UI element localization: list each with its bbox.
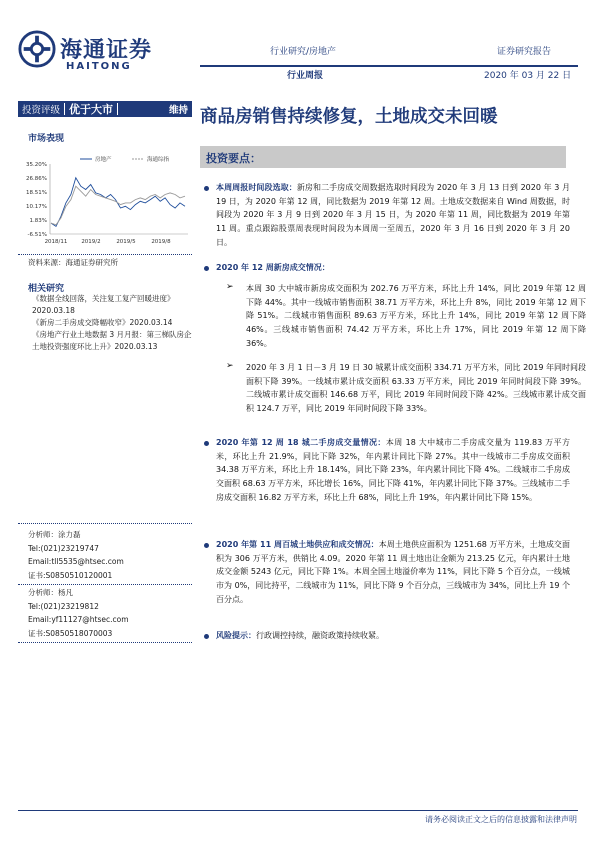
analyst-2: [28, 586, 129, 640]
rating-bar: [18, 101, 192, 117]
y-tick-label: 18.51%: [26, 190, 47, 196]
bullet-icon: [204, 186, 209, 191]
analyst-name: 分析师：涂力磊: [28, 530, 81, 539]
analyst-1: [28, 528, 124, 582]
footer-disclaimer[interactable]: 请务必阅读正文之后的信息披露和法律声明: [425, 815, 577, 824]
related-title: 相关研究: [28, 284, 65, 294]
y-tick-label: 10.17%: [26, 204, 47, 210]
related-list: [32, 293, 192, 353]
x-tick-label: 2018/11: [44, 239, 68, 245]
point-newhouse-title: 2020 年 12 周新房成交情况：: [216, 263, 330, 272]
point-risk: 风险提示：行政调控持续，融资政策持续收紧。: [216, 631, 384, 640]
related-item[interactable]: 《房地产行业土地数据 3 月月报：第三梯队房企土地投资强度环比上升》2020.03.13: [32, 330, 192, 351]
bullet-icon: [204, 441, 209, 446]
series-line-房地产: [51, 178, 185, 227]
rating-action: 维持: [168, 105, 188, 116]
y-tick-label: 1.83%: [29, 218, 47, 224]
footer-rule: [18, 810, 578, 811]
logo-chinese: 海通证券: [60, 37, 153, 63]
keypoints-title: 投资要点：: [206, 152, 261, 165]
related-item[interactable]: 《新房二手房成交降幅收窄》2020.03.14: [32, 318, 173, 327]
analyst-tel: Tel:(021)23219812: [28, 601, 99, 611]
point-land: 2020 年第 11 周百城土地供应和成交情况：本周土地供应面积为 1251.68 万平方米，土地成交面积为 306 万平方米，供销比 4.09。2020 年第 11 周土地出让金额为 213.25 亿元，年内累计土地成交金额 5243 亿元，同比下降 1%。本周全国土地溢价率为 11%，同比下降 5 个百分点，一线城市为 0%，同比持平，二线城市为 11%，同比下降 9 个百分点，三线城市为 34%，同比上升 19 个百分点。: [216, 540, 570, 604]
chart-source: 资料来源：海通证券研究所: [28, 258, 118, 267]
point-newhouse-cumulative: 2020 年 3 月 1 日－3 月 19 日 30 城累计成交面积 334.71 万平方米，同比 2019 年同时间段面积下降 39%。一线城市累计成交面积 63.33 万平方米，同比 2019 年同时间段下降 39%。二线城市累计成交面积 146.68 万平，同比 2019 年同时间段下降 42%。三线城市累计成交面积 124.7 万平，同比 2019 年同时间段下降 33%。: [246, 363, 586, 414]
arrow-bullet-icon: ➢: [226, 361, 234, 371]
rating-value: 优于大市: [69, 103, 114, 116]
y-tick-label: 26.86%: [26, 176, 47, 182]
bullet-icon: [204, 266, 209, 271]
analyst-name: 分析师：杨凡: [28, 588, 73, 597]
market-chart: [18, 150, 192, 250]
arrow-bullet-icon: ➢: [226, 282, 234, 292]
report-title: 商品房销售持续修复，土地成交未回暖: [200, 107, 498, 127]
haitong-logo-icon: [18, 30, 56, 68]
x-tick-label: 2019/5: [116, 239, 136, 245]
legend-label: 房地产: [95, 157, 112, 163]
legend-label: 海通综指: [147, 157, 170, 163]
analyst-cert: 证书:S0850518070003: [28, 628, 113, 638]
y-tick-label: 35.20%: [26, 162, 47, 168]
report-date: 2020 年 03 月 22 日: [484, 71, 572, 81]
bullet-icon: [204, 543, 209, 548]
x-tick-label: 2019/8: [151, 239, 171, 245]
report-category: 行业研究/房地产: [270, 47, 337, 57]
report-subtype: 行业周报: [287, 71, 324, 81]
y-tick-label: -6.51%: [27, 232, 47, 238]
point-newhouse-weekly: 本周 30 大中城市新房成交面积为 202.76 万平方米，环比上升 14%，同比 2019 年第 12 周下降 44%。其中一线城市销售面积 38.71 万平方米，环比上升 8%，同比 2019 年第 12 周下降 51%。二线城市销售面积 89.63 万平方米，环比上升 14%，同比 2019 年第 12 周下降 46%。三线城市销售面积 74.42 万平方米，环比上升 17%，同比 2019 年第 12 周下降 36%。: [246, 284, 586, 348]
keypoints-header: [200, 146, 566, 168]
x-tick-label: 2019/2: [81, 239, 101, 245]
series-line-海通综指: [51, 186, 185, 225]
analyst-tel: Tel:(021)23219747: [28, 543, 99, 553]
rating-label: 投资评级: [22, 105, 61, 116]
report-type: 证券研究报告: [497, 47, 552, 57]
bullet-icon: [204, 634, 209, 639]
point-period: 本周周报时间段选取：新房和二手房成交周数据选取时间段为 2020 年 3 月 13 日到 2020 年 3 月 19 日，为 2020 年第 12 周，同比数据为 2019 年第 12 周。土地成交数据来自 Wind 周数据，时间段为 2020 年 3 月 9 日到 2020 年 3 月 15 日，为 2020 年第 11 周，同比数据为 2019 年第 11 周。重点跟踪股票周表现时间段为本周周一至周五，2020 年 3 月 16 日到 2020 年 3 月 20 日。: [216, 183, 571, 247]
analyst-cert: 证书:S0850510120001: [28, 570, 113, 580]
logo-english: HAITONG: [66, 61, 132, 72]
analyst-email[interactable]: Email:yf11127@htsec.com: [28, 615, 129, 624]
analyst-email[interactable]: Email:tll5535@htsec.com: [28, 557, 124, 566]
related-item[interactable]: 《数据全线回落，关注复工复产回暖进度》2020.03.18: [32, 294, 175, 315]
market-title: 市场表现: [28, 134, 65, 144]
header-rule: [200, 65, 578, 67]
point-secondhand: 2020 年第 12 周 18 城二手房成交量情况：本周 18 大中城市二手房成交量为 119.83 万平方米，环比上升 21.9%，同比下降 32%，年内累计同比下降 27%。其中一线城市二手房成交面积 34.38 万平方米，环比上升 18.14%，同比下降 23%，年内累计同比下降 4%。二线城市二手房成交面积 68.63 万平方米，环比增长 16%，同比下降 41%，年内累计同比下降 37%。三线城市二手房成交面积 16.82 万平方米，环比上升 68%，同比上升 19%，年内累计同比下降 15%。: [216, 438, 571, 502]
